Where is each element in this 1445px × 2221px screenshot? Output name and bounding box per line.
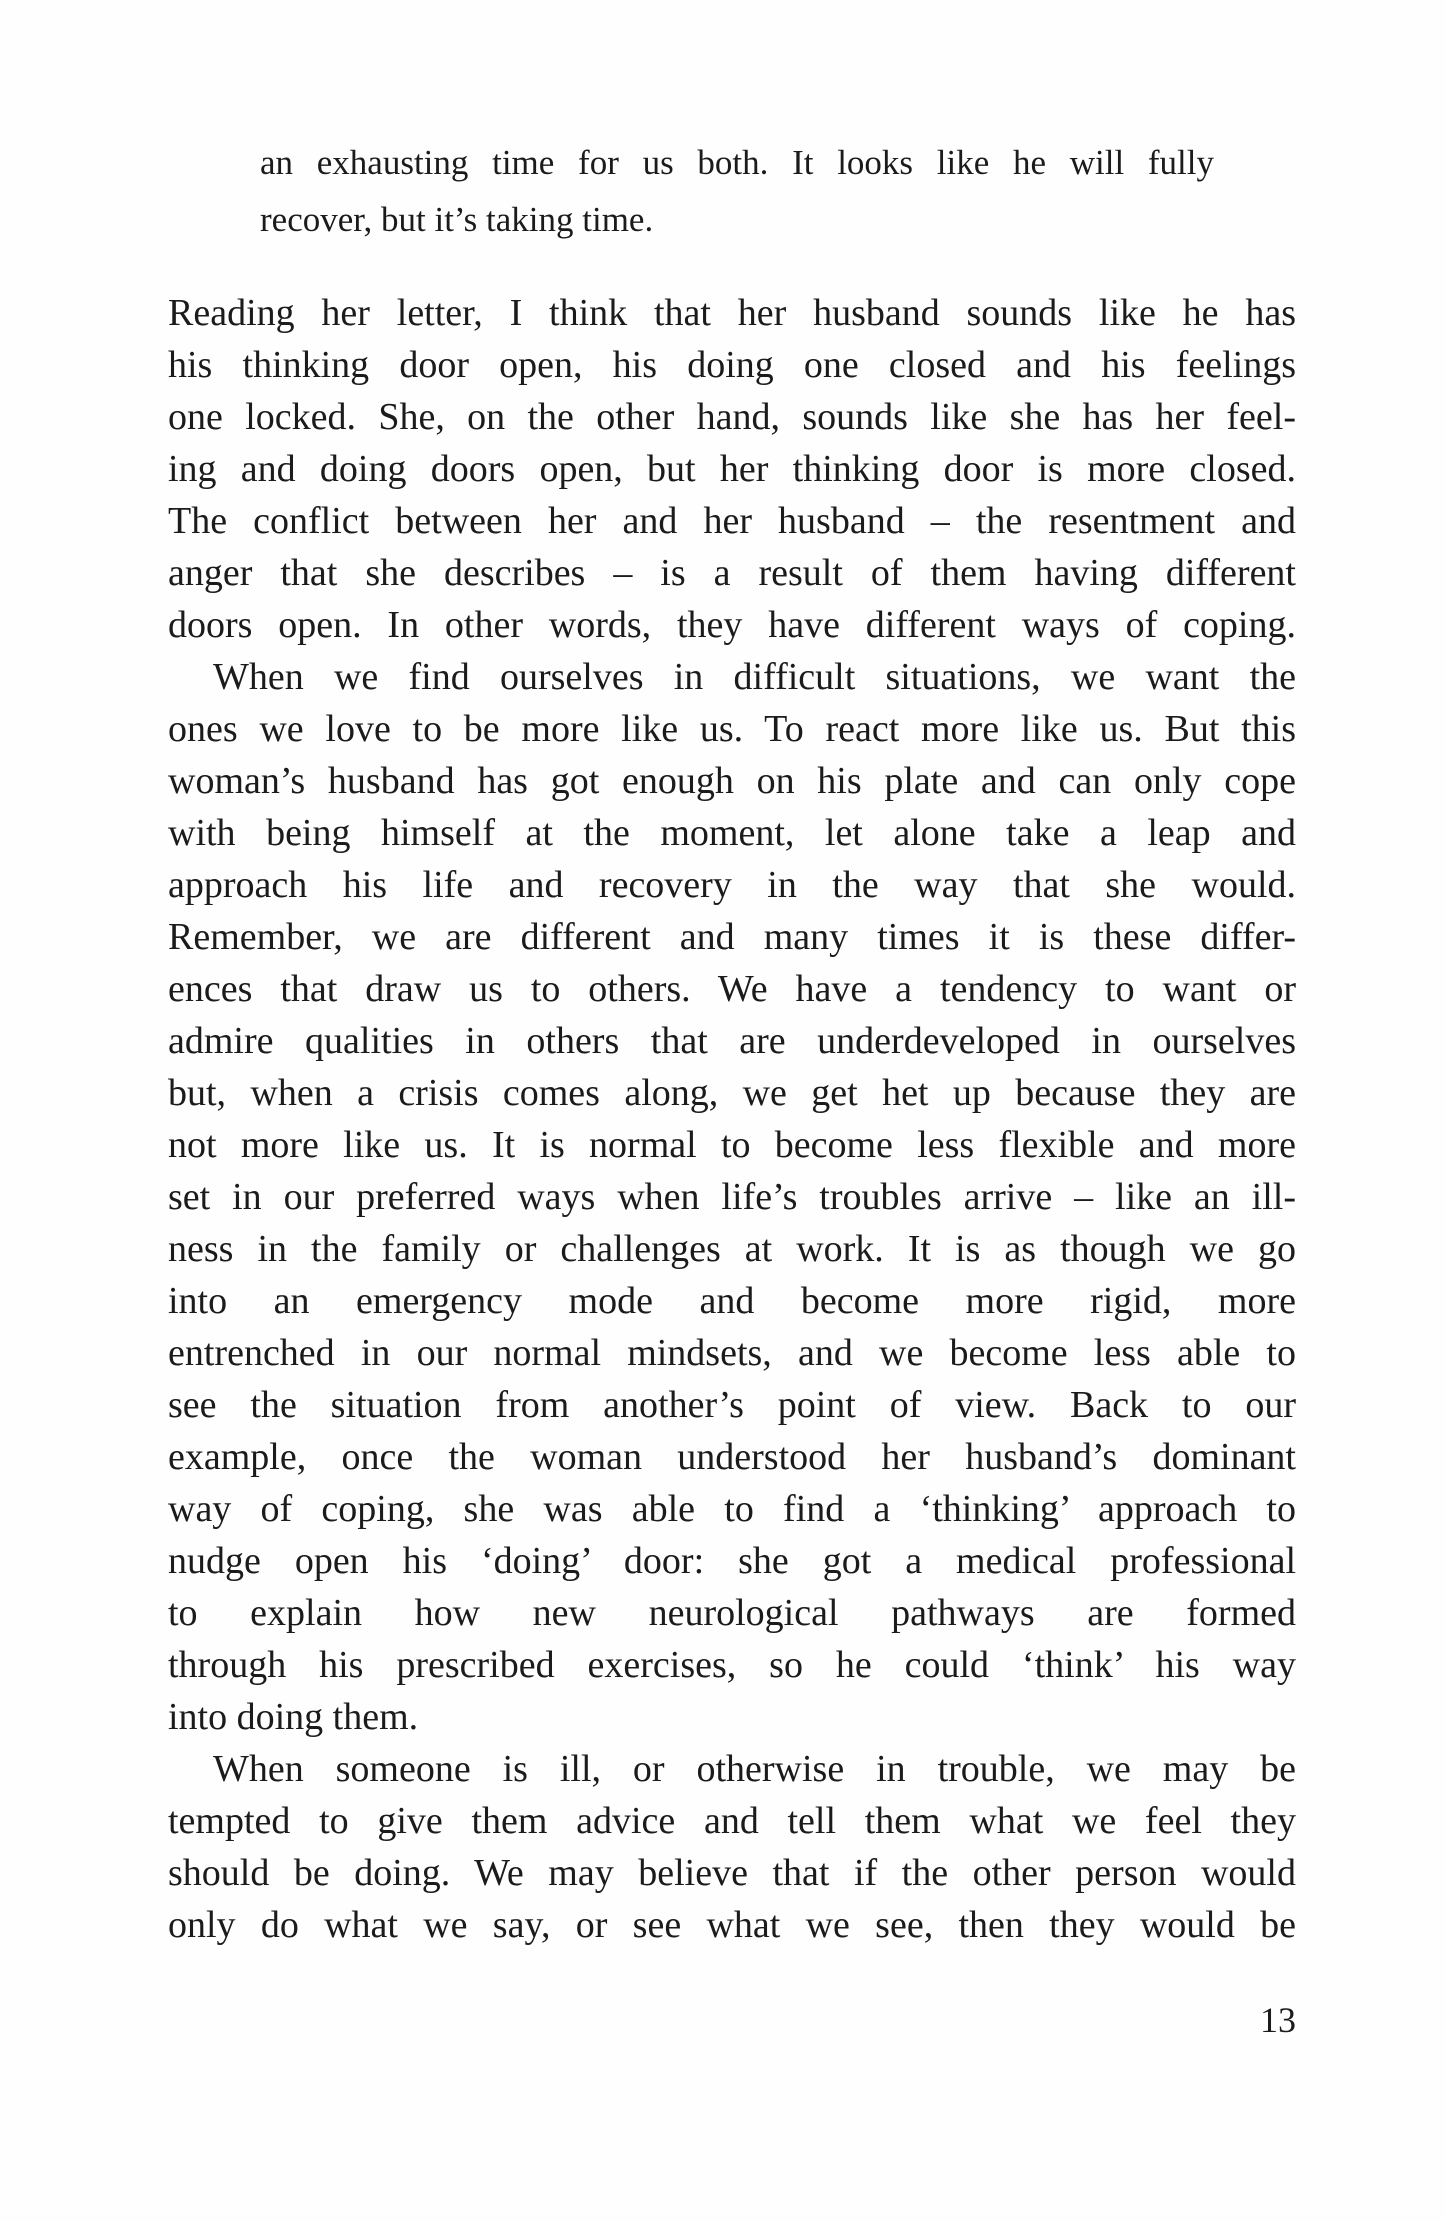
text-line: example, once the woman understood her husband’s dominant [168,1436,1296,1478]
text-line: When someone is ill, or otherwise in trouble, we may be [213,1748,1296,1790]
body-text [168,287,1296,1951]
text-line: ing and doing doors open, but her thinking door is more closed. [168,448,1296,490]
text-line: but, when a crisis comes along, we get het up because they are [168,1072,1296,1114]
text-line: doors open. In other words, they have different ways of coping. [168,604,1296,646]
text-line: his thinking door open, his doing one closed and his feelings [168,344,1296,386]
text-line: ness in the family or challenges at work. It is as though we go [168,1228,1296,1270]
page-number: 13 [1260,2000,1296,2040]
text-line: not more like us. It is normal to become less flexible and more [168,1124,1296,1166]
text-line: with being himself at the moment, let alone take a leap and [168,812,1296,854]
text-line: tempted to give them advice and tell them what we feel they [168,1800,1296,1842]
block-quote [168,134,1296,248]
text-line: through his prescribed exercises, so he could ‘think’ his way [168,1644,1296,1686]
text-line: an exhausting time for us both. It looks like he will fully [260,143,1214,182]
text-line: Reading her letter, I think that her husband sounds like he has [168,292,1296,334]
text-line: woman’s husband has got enough on his plate and can only cope [168,760,1296,802]
text-line: When we find ourselves in difficult situations, we want the [213,656,1296,698]
text-line: The conflict between her and her husband – the resentment and [168,500,1296,542]
text-line: should be doing. We may believe that if the other person would [168,1852,1296,1894]
text-line: to explain how new neurological pathways are formed [168,1592,1296,1634]
text-line: nudge open his ‘doing’ door: she got a medical professional [168,1540,1296,1582]
text-line: entrenched in our normal mindsets, and we become less able to [168,1332,1296,1374]
text-line: one locked. She, on the other hand, sounds like she has her feel- [168,396,1296,438]
text-line: way of coping, she was able to find a ‘thinking’ approach to [168,1488,1296,1530]
text-line: into an emergency mode and become more rigid, more [168,1280,1296,1322]
text-line: into doing them. [168,1696,419,1738]
text-line: only do what we say, or see what we see, then they would be [168,1904,1296,1946]
text-line: Remember, we are different and many times it is these differ- [168,916,1296,958]
text-line: see the situation from another’s point of view. Back to our [168,1384,1296,1426]
text-line: anger that she describes – is a result of them having different [168,552,1296,594]
text-line: ences that draw us to others. We have a tendency to want or [168,968,1296,1010]
text-line: approach his life and recovery in the way that she would. [168,864,1296,906]
text-line: set in our preferred ways when life’s troubles arrive – like an ill- [168,1176,1296,1218]
text-line: admire qualities in others that are underdeveloped in ourselves [168,1020,1296,1062]
text-line: ones we love to be more like us. To react more like us. But this [168,708,1296,750]
text-line: recover, but it’s taking time. [260,200,654,239]
